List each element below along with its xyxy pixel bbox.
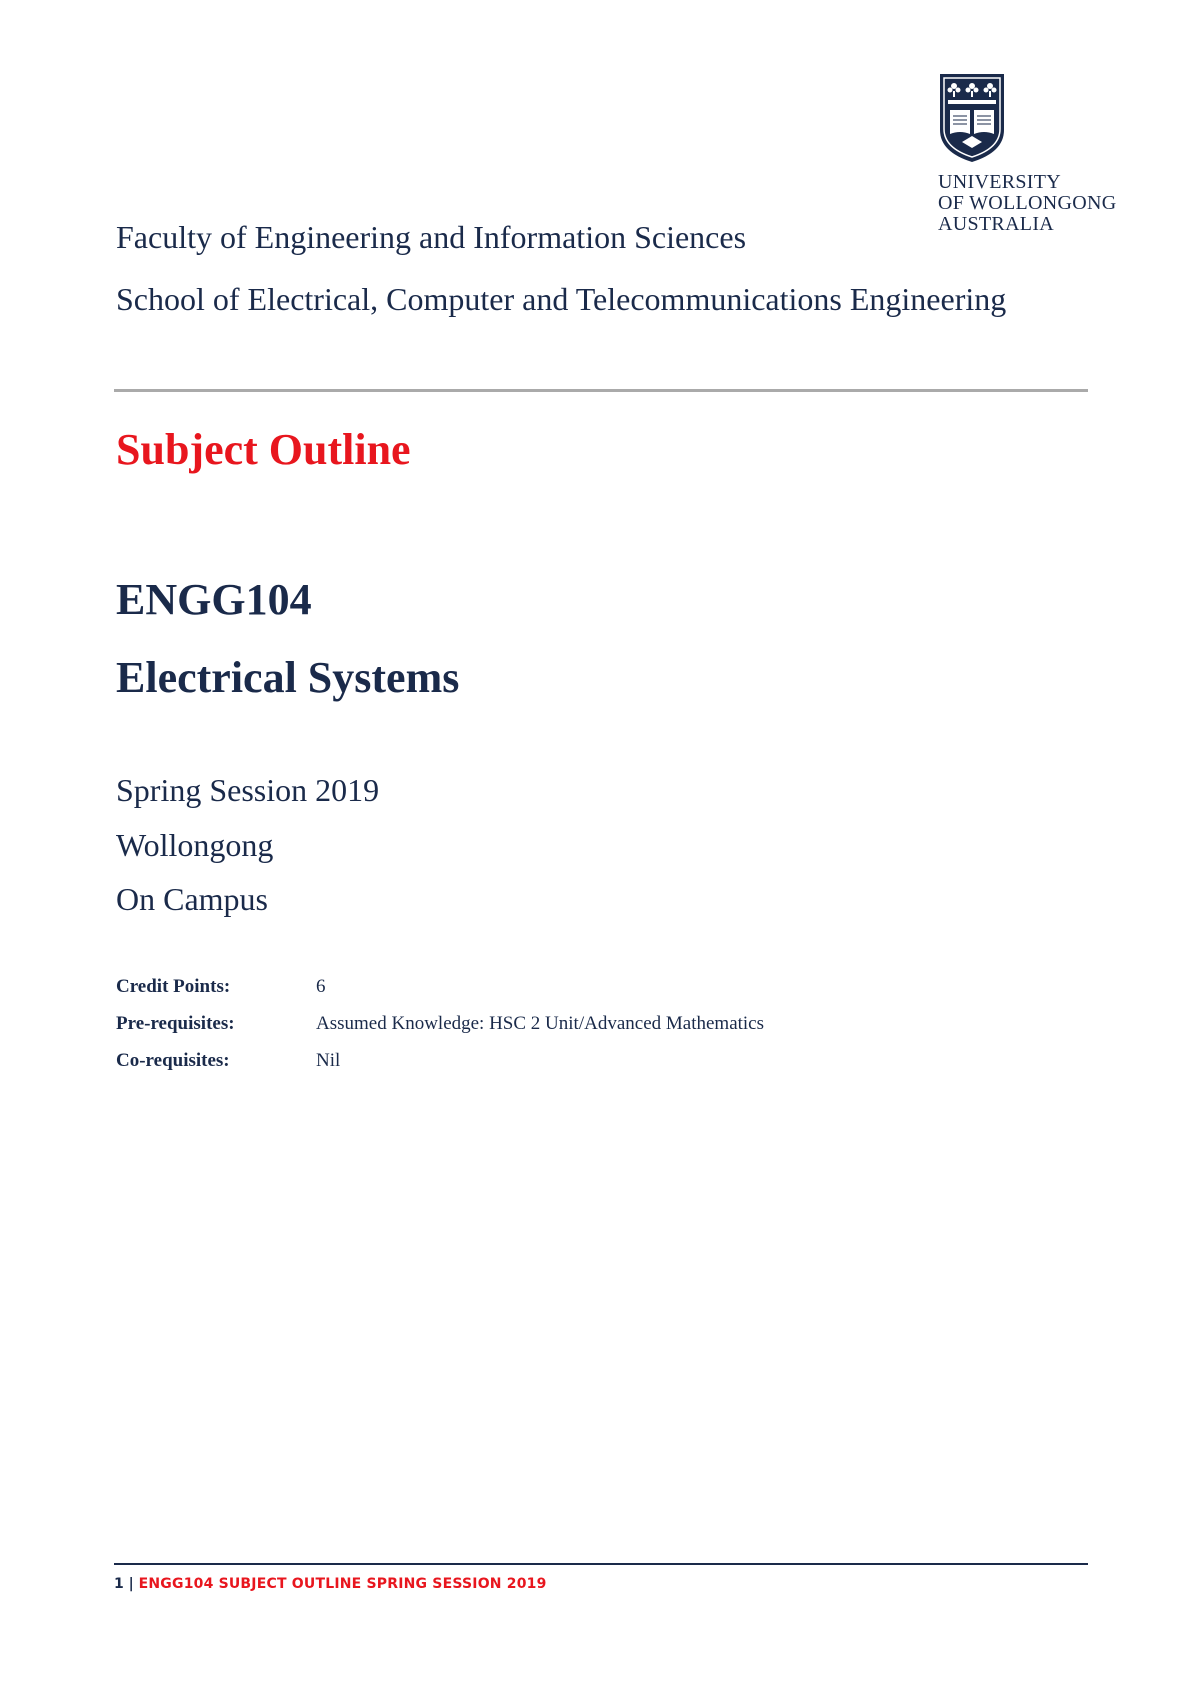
detail-value: Assumed Knowledge: HSC 2 Unit/Advanced Mathematics: [316, 1013, 765, 1034]
page-footer: [114, 1576, 547, 1592]
logo-line-3: AUSTRALIA: [938, 213, 1055, 235]
detail-value: Nil: [316, 1050, 341, 1071]
school-name: School of Electrical, Computer and Telecommunications Engineering: [116, 281, 1007, 317]
logo-wordmark: [938, 172, 1117, 235]
logo-line-1: UNIVERSITY: [938, 171, 1061, 193]
subject-code: ENGG104: [116, 575, 312, 624]
delivery-mode-label: On Campus: [116, 881, 268, 917]
footer-divider: [114, 1563, 1088, 1565]
university-crest-icon: [938, 72, 1006, 164]
detail-label: Co-requisites:: [116, 1050, 230, 1071]
session-label: Spring Session 2019: [116, 772, 380, 808]
detail-value: 6: [316, 976, 326, 997]
campus-label: Wollongong: [116, 827, 274, 863]
faculty-name: Faculty of Engineering and Information Sciences: [116, 219, 747, 255]
detail-label: Pre-requisites:: [116, 1013, 235, 1034]
header-divider: [114, 389, 1088, 392]
footer-separator: |: [128, 1576, 134, 1592]
logo-line-2: OF WOLLONGONG: [938, 192, 1117, 214]
footer-title: ENGG104 SUBJECT OUTLINE SPRING SESSION 2019: [138, 1576, 547, 1592]
document-type-heading: Subject Outline: [116, 425, 411, 474]
detail-label: Credit Points:: [116, 976, 231, 997]
page-number: 1: [114, 1576, 124, 1592]
subject-title: Electrical Systems: [116, 653, 460, 702]
